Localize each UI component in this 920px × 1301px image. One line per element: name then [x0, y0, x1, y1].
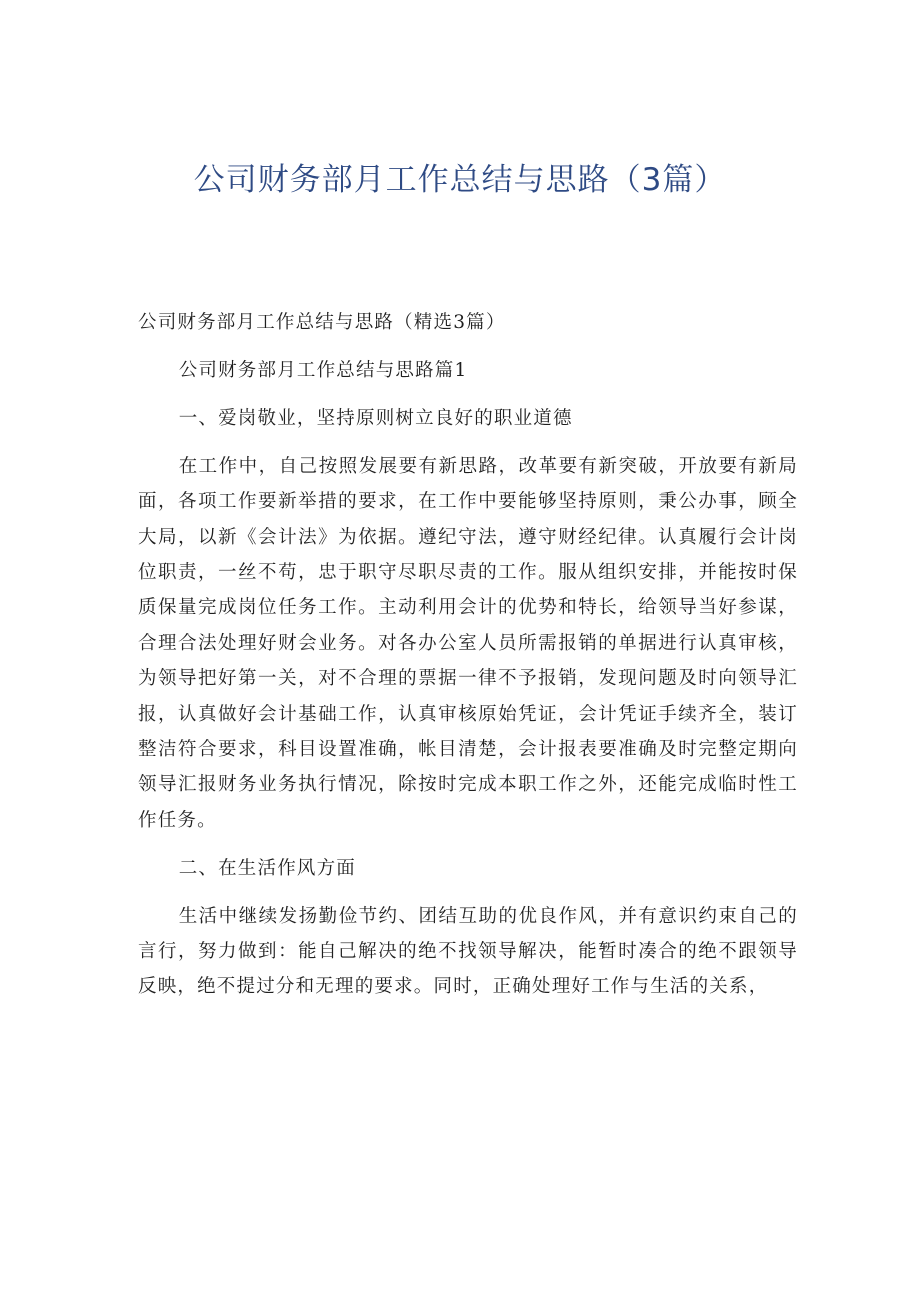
section-heading-1: 一、爱岗敬业，坚持原则树立良好的职业道德: [178, 407, 573, 429]
document-title: 公司财务部月工作总结与思路（3篇）: [193, 162, 727, 198]
document-body: [138, 305, 798, 1017]
section-paragraph-1: 在工作中，自己按照发展要有新思路，改革要有新突破，开放要有新局面，各项工作要新举措的要求，在工作中要能够坚持原则，秉公办事，顾全大局，以新《会计法》为依据。遵纪守法，遵守财经纪律。认真履行会计岗位职责，一丝不苟，忠于职守尽职尽责的工作。服从组织安排，并能按时保质保量完成岗位任务工作。主动利用会计的优势和特长，给领导当好参谋，合理合法处理好财会业务。对各办公室人员所需报销的单据进行认真审核，为领导把好第一关，对不合理的票据一律不予报销，发现问题及时向领导汇报，认真做好会计基础工作，认真审核原始凭证，会计凭证手续齐全，装订整洁符合要求，科目设置准确，帐目清楚，会计报表要准确及时完整定期向领导汇报财务业务执行情况，除按时完成本职工作之外，还能完成临时性工作任务。: [138, 455, 798, 831]
section-paragraph-2: 生活中继续发扬勤俭节约、团结互助的优良作风，并有意识约束自己的言行，努力做到：能自己解决的绝不找领导解决，能暂时凑合的绝不跟领导反映，绝不提过分和无理的要求。同时，正确处理好工作与生活的关系，: [138, 905, 798, 998]
document-subtitle: 公司财务部月工作总结与思路（精选3篇）: [138, 312, 506, 333]
chapter-title: 公司财务部月工作总结与思路篇1: [178, 359, 468, 381]
section-heading-2: 二、在生活作风方面: [178, 857, 356, 879]
